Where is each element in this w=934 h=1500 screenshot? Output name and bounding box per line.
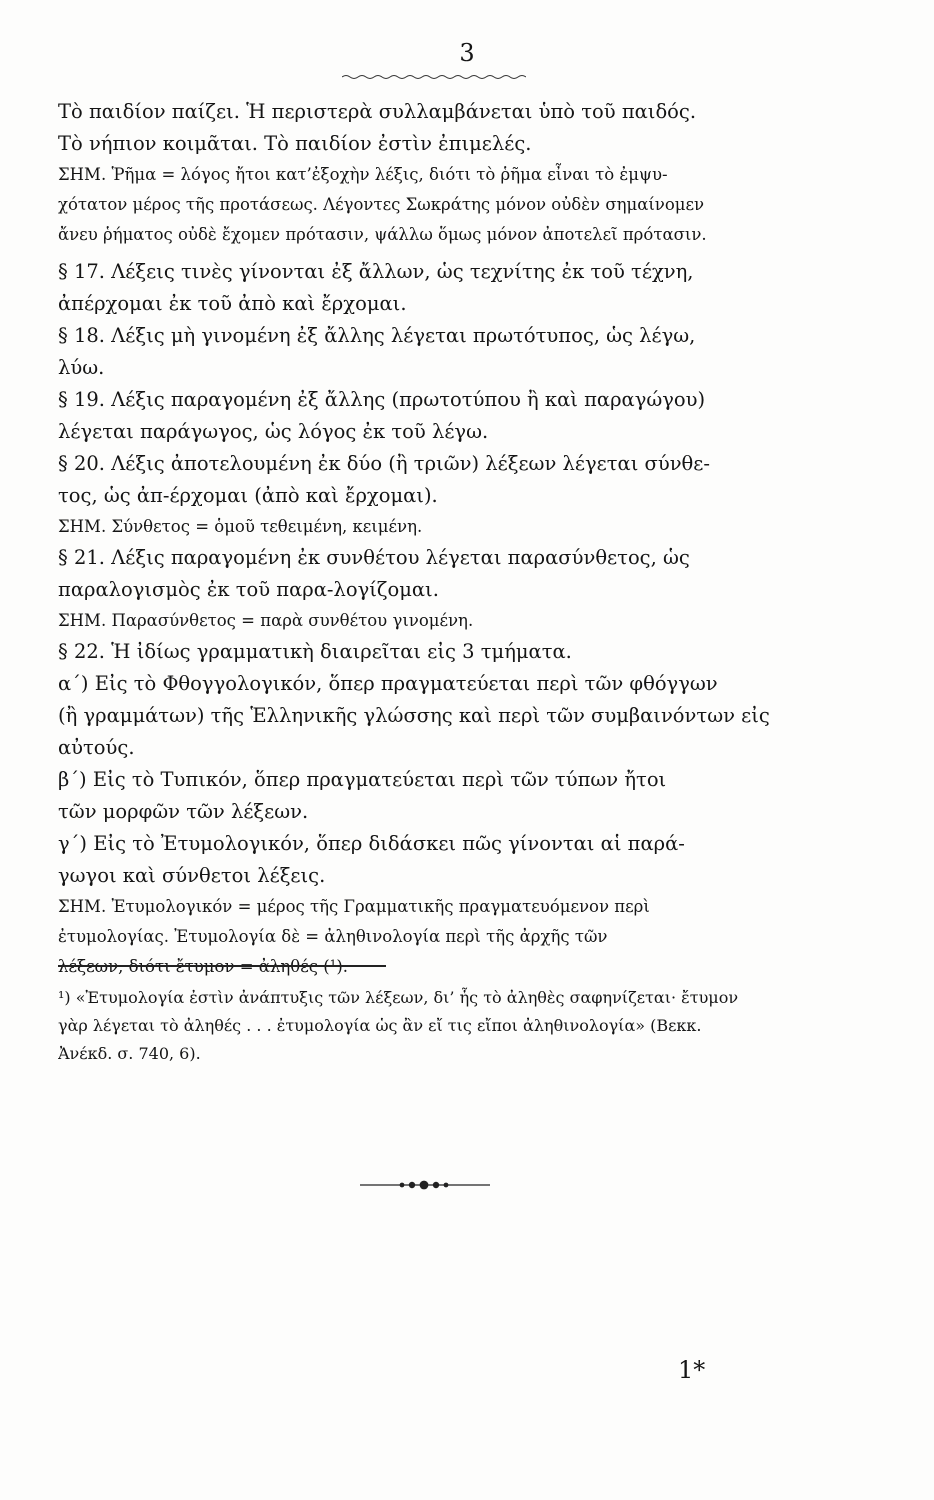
note-line: ἐτυμολογίας. Ἐτυμολογία δὲ = ἀληθινολογία περὶ τῆς ἀρχῆς τῶν — [58, 927, 608, 946]
note-line: χότατον μέρος τῆς προτάσεως. Λέγοντες Σωκράτης μόνον οὐδὲν σημαίνομεν — [58, 195, 705, 214]
page-number: 3 — [459, 39, 475, 67]
paragraph-20-line: § 20. Λέξις ἀποτελουμένη ἐκ δύο (ἢ τριῶν) λέξεων λέγεται σύνθε- — [58, 452, 710, 475]
paragraph-17-line: § 17. Λέξεις τινὲς γίνονται ἐξ ἄλλων, ὡς τεχνίτης ἐκ τοῦ τέχνη, — [58, 260, 694, 283]
note-line: ἄνευ ῥήματος οὐδὲ ἔχομεν πρότασιν, ψάλλω ὅμως μόνον ἀποτελεῖ πρότασιν. — [58, 225, 707, 244]
note-line: ΣΗΜ. Ἐτυμολογικόν = μέρος τῆς Γραμματικῆς πραγματευόμενον περὶ — [58, 897, 650, 916]
section-beta-line: β΄) Εἰς τὸ Τυπικόν, ὅπερ πραγματεύεται περὶ τῶν τύπων ἤτοι — [58, 768, 667, 791]
footnote-line: ¹) «Ἐτυμολογία ἐστὶν ἀνάπτυξις τῶν λέξεων, δι’ ἧς τὸ ἀληθὲς σαφηνίζεται· ἔτυμον — [58, 988, 739, 1007]
paragraph-20-line: τος, ὡς ἀπ-έρχομαι (ἀπὸ καὶ ἔρχομαι). — [58, 484, 438, 507]
note-line: ΣΗΜ. Παρασύνθετος = παρὰ συνθέτου γινομένη. — [58, 611, 474, 630]
text-line: Τὸ νήπιον κοιμᾶται. Τὸ παιδίον ἐστὶν ἐπιμελές. — [58, 132, 532, 155]
main-text — [58, 96, 814, 982]
paragraph-18-line: λύω. — [58, 356, 105, 379]
paragraph-19-line: § 19. Λέξις παραγομένη ἐξ ἄλλης (πρωτοτύπου ἢ καὶ παραγώγου) — [58, 388, 706, 411]
header-wavy-rule — [342, 74, 526, 80]
footnote-line: Ἀνέκδ. σ. 740, 6). — [58, 1044, 201, 1063]
paragraph-17-line: ἀπέρχομαι ἐκ τοῦ ἀπὸ καὶ ἔρχομαι. — [58, 292, 407, 315]
paragraph-19-line: λέγεται παράγωγος, ὡς λόγος ἐκ τοῦ λέγω. — [58, 420, 489, 443]
signature-mark: 1* — [678, 1356, 706, 1384]
paragraph-18-line: § 18. Λέξις μὴ γινομένη ἐξ ἄλλης λέγεται πρωτότυπος, ὡς λέγω, — [58, 324, 696, 347]
section-alpha-line: α΄) Εἰς τὸ Φθογγολογικόν, ὅπερ πραγματεύεται περὶ τῶν φθόγγων — [58, 672, 718, 695]
note-line: ΣΗΜ. Σύνθετος = ὁμοῦ τεθειμένη, κειμένη. — [58, 517, 423, 536]
paragraph-21-line: § 21. Λέξις παραγομένη ἐκ συνθέτου λέγεται παρασύνθετος, ὡς — [58, 546, 690, 569]
paragraph-21-line: παραλογισμὸς ἐκ τοῦ παρα-λογίζομαι. — [58, 578, 439, 601]
section-alpha-line: αὐτούς. — [58, 736, 135, 759]
section-alpha-line: (ἢ γραμμάτων) τῆς Ἑλληνικῆς γλώσσης καὶ περὶ τῶν συμβαινόντων εἰς — [58, 704, 770, 727]
note-line: ΣΗΜ. Ῥῆμα = λόγος ἤτοι κατ’ἐξοχὴν λέξις, διότι τὸ ῥῆμα εἶναι τὸ ἐμψυ- — [58, 165, 668, 184]
text-line: Τὸ παιδίον παίζει. Ἡ περιστερὰ συλλαμβάνεται ὑπὸ τοῦ παιδός. — [58, 100, 697, 123]
section-gamma-line: γωγοι καὶ σύνθετοι λέξεις. — [58, 864, 326, 887]
footnote-line: γὰρ λέγεται τὸ ἀληθές . . . ἐτυμολογία ὡς ἂν εἴ τις εἴποι ἀληθινολογία» (Βεκκ. — [58, 1016, 702, 1035]
section-beta-line: τῶν μορφῶν τῶν λέξεων. — [58, 800, 309, 823]
section-gamma-line: γ΄) Εἰς τὸ Ἐτυμολογικόν, ὅπερ διδάσκει πῶς γίνονται αἱ παρά- — [58, 832, 685, 855]
paragraph-22-line: § 22. Ἡ ἰδίως γραμματικὴ διαιρεῖται εἰς 3 τμήματα. — [58, 640, 572, 663]
footnote-divider — [58, 965, 386, 967]
note-line — [58, 952, 814, 982]
end-ornament-icon — [360, 1178, 490, 1192]
footnotes — [58, 984, 814, 1068]
